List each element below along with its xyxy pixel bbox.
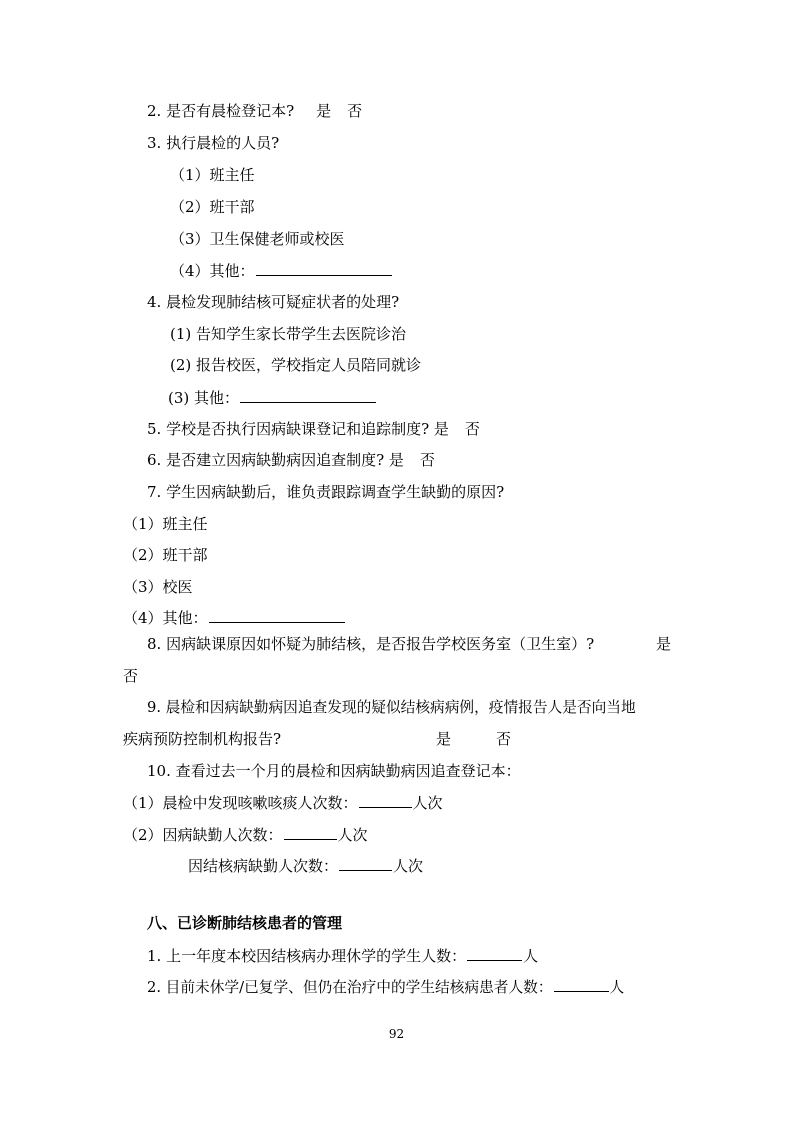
- question-4-option-3: [168, 387, 377, 407]
- page-number: 92: [388, 1027, 405, 1041]
- unit-label: 人次: [393, 857, 424, 875]
- question-10: 10. 查看过去一个月的晨检和因病缺勤病因追查登记本：: [147, 762, 521, 780]
- fill-blank: [339, 855, 392, 871]
- question-10-item-1-label: （1）晨检中发现咳嗽咳痰人次数：: [123, 794, 358, 812]
- question-7: 7. 学生因病缺勤后，谁负责跟踪调查学生缺勤的原因?: [147, 483, 505, 501]
- question-5-text: 5. 学校是否执行因病缺课登记和追踪制度? 是: [147, 420, 449, 438]
- question-10-item-2-label: （2）因病缺勤人次数：: [123, 826, 283, 844]
- question-10-item-1: [123, 792, 443, 812]
- fill-blank: [209, 607, 345, 623]
- question-10-item-3-label: 因结核病缺勤人次数：: [188, 857, 339, 875]
- unit-label: 人: [523, 947, 539, 965]
- question-9-yes: 是: [436, 730, 452, 748]
- question-4-option-3-label: (3) 其他：: [168, 389, 240, 407]
- question-5-no: 否: [464, 420, 480, 438]
- fill-blank: [240, 387, 376, 403]
- question-4-option-2: (2) 报告校医，学校指定人员陪同就诊: [170, 356, 422, 374]
- question-7-option-4-label: （4）其他：: [123, 609, 208, 627]
- question-6-no: 否: [419, 451, 435, 469]
- question-10-item-3: [188, 855, 423, 875]
- question-2-no: 否: [347, 102, 363, 120]
- fill-blank: [284, 824, 337, 840]
- question-8-yes: 是: [656, 635, 672, 653]
- question-9: 9. 晨检和因病缺勤病因追查发现的疑似结核病病例，疫情报告人是否向当地: [147, 699, 636, 716]
- question-3-option-4-label: （4）其他：: [170, 262, 255, 280]
- section-8-question-2: [147, 976, 624, 996]
- fill-blank: [554, 976, 609, 992]
- section-8-question-1: [147, 945, 538, 965]
- question-3-option-3: （3）卫生保健老师或校医: [170, 230, 345, 248]
- unit-label: 人次: [412, 794, 443, 812]
- question-4-option-1: (1) 告知学生家长带学生去医院诊治: [170, 325, 407, 343]
- question-3-option-1: （1）班主任: [170, 166, 255, 184]
- question-2-yes: 是: [316, 102, 332, 120]
- fill-blank: [359, 792, 412, 808]
- question-7-option-4: [123, 607, 346, 627]
- unit-label: 人次: [337, 826, 368, 844]
- question-3-option-4: [170, 260, 393, 280]
- question-7-option-3: （3）校医: [123, 578, 193, 596]
- question-8: 8. 因病缺课原因如怀疑为肺结核，是否报告学校医务室（卫生室）?: [147, 635, 595, 653]
- fill-blank: [256, 260, 392, 276]
- question-3-option-2: （2）班干部: [170, 198, 255, 216]
- question-4: 4. 晨检发现肺结核可疑症状者的处理?: [147, 293, 400, 311]
- question-2: [147, 101, 362, 121]
- question-7-option-2: （2）班干部: [123, 546, 208, 564]
- question-5: [147, 419, 480, 439]
- question-3: 3. 执行晨检的人员?: [147, 134, 280, 152]
- question-7-option-1: （1）班主任: [123, 515, 208, 533]
- question-8-no: 否: [123, 667, 139, 685]
- fill-blank: [467, 945, 522, 961]
- section-8-heading: 八、已诊断肺结核患者的管理: [147, 914, 343, 932]
- question-9-continuation: 疾病预防控制机构报告?: [123, 730, 282, 748]
- question-6-text: 6. 是否建立因病缺勤病因追查制度? 是: [147, 451, 404, 469]
- question-9-no: 否: [496, 730, 512, 748]
- section-8-question-1-label: 1. 上一年度本校因结核病办理休学的学生人数：: [147, 947, 467, 965]
- question-2-text: 2. 是否有晨检登记本?: [147, 102, 295, 120]
- question-10-item-2: [123, 824, 368, 844]
- question-6: [147, 450, 435, 470]
- unit-label: 人: [609, 979, 625, 996]
- section-8-question-2-label: 2. 目前未休学/已复学、但仍在治疗中的学生结核病患者人数：: [147, 979, 553, 996]
